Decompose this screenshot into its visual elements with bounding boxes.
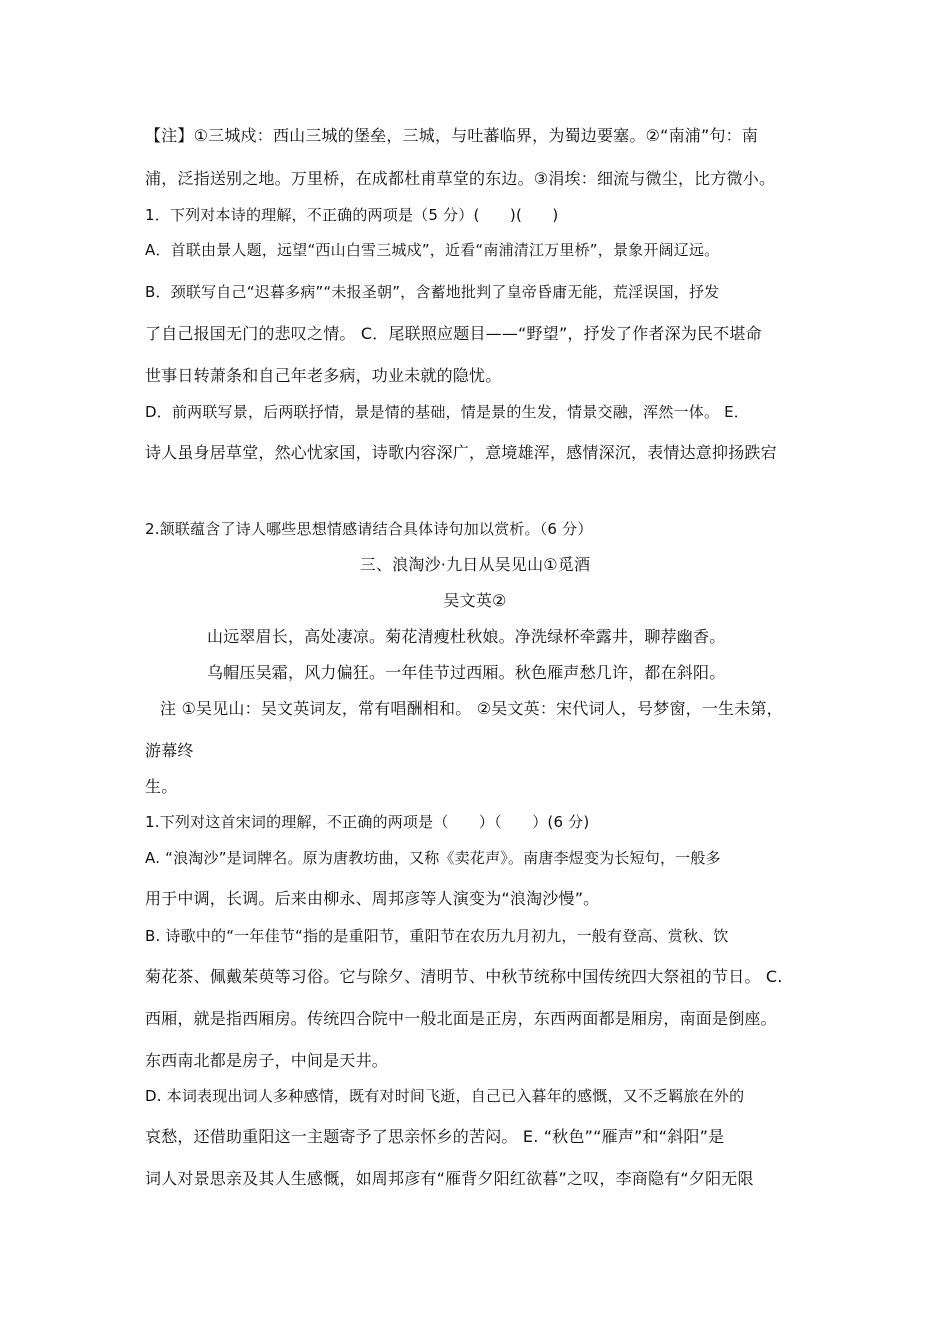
poem-note-line-3: 生。 [145, 777, 178, 796]
option-e: 诗人虽身居草堂，然心忧家国，诗歌内容深广，意境雄浑，感情深沉，表情达意抑扬跌宕 [145, 443, 777, 462]
poem-title: 三、浪淘沙·九日从吴见山①觅酒 [359, 555, 591, 574]
question-2: 2.颔联蕴含了诗人哪些思想情感请结合具体诗句加以赏析。（6 分） [145, 520, 593, 538]
option-b-2-line-2: 菊花茶、佩戴茱萸等习俗。它与除夕、清明节、中秋节统称中国传统四大祭祖的节日。 C. [145, 967, 783, 986]
option-b-line-2: 了自己报国无门的悲叹之情。 C．尾联照应题目——“野望”，抒发了作者深为民不堪命 [145, 324, 762, 343]
option-c-2-line-1: 西厢，就是指西厢房。传统四合院中一般北面是正房，东西两面都是厢房，南面是倒座。 [145, 1009, 777, 1028]
option-a-2-line-1: A. “浪淘沙”是词牌名。原为唐教坊曲，又称《卖花声》。南唐李煜变为长短句，一般多 [145, 849, 721, 867]
poem-line-1: 山远翠眉长，高处凄凉。菊花清瘦杜秋娘。净洗绿杯牵露井，聊荐幽香。 [207, 627, 726, 646]
question-1-stem: 1．下列对本诗的理解，不正确的两项是（5 分）( )( ) [145, 206, 559, 224]
option-c-line-2: 世事日转萧条和自己年老多病，功业未就的隐忧。 [145, 366, 502, 385]
option-b-2-line-1: B. 诗歌中的“一年佳节“指的是重阳节，重阳节在农历九月初九，一般有登高、赏秋、饮 [145, 927, 729, 945]
poem-note-line-1: 注 ①吴见山：吴文英词友，常有唱酬相和。 ②吴文英：宋代词人，号梦窗，一生未第， [160, 699, 783, 718]
option-d: D．前两联写景，后两联抒情，景是情的基础，情是景的生发，情景交融，浑然一体。 E． [145, 403, 749, 421]
option-a-2-line-2: 用于中调，长调。后来由柳永、周邦彦等人演变为“浪淘沙慢”。 [145, 889, 600, 908]
question-3-stem: 1.下列对这首宋词的理解，不正确的两项是（ ）（ ）(6 分) [145, 813, 590, 831]
option-a: A．首联由景人题，远望“西山白雪三城戍”，近看“南浦清江万里桥”，景象开阔辽远。 [145, 241, 720, 259]
option-e-2-line-1: 词人对景思亲及其人生感慨，如周邦彦有“雁背夕阳红欲暮”之叹，李商隐有“夕阳无限 [145, 1169, 754, 1188]
note-line-1: 【注】①三城戍：西山三城的堡垒，三城，与吐蕃临界，为蜀边要塞。②“南浦”句：南 [145, 126, 759, 145]
option-d-2-line-2: 哀愁，还借助重阳这一主题寄予了思亲怀乡的苦闷。 E. “秋色”“雁声”和“斜阳”是 [145, 1127, 725, 1146]
option-c-2-line-2: 东西南北都是房子，中间是天井。 [145, 1051, 389, 1070]
option-b-line-1: B．颈联写自己“迟暮多病”“未报圣朝”，含蓄地批判了皇帝昏庸无能，荒淫误国，抒发 [145, 283, 720, 301]
poem-note-line-2: 游幕终 [145, 741, 194, 760]
poem-line-2: 乌帽压吴霜，风力偏狂。一年佳节过西厢。秋色雁声愁几许，都在斜阳。 [207, 663, 726, 682]
option-d-2-line-1: D. 本词表现出词人多种感情，既有对时间飞逝，自己已入暮年的感慨，又不乏羁旅在外的 [145, 1087, 745, 1105]
poem-author: 吴文英② [443, 591, 507, 610]
note-line-2: 浦，泛指送别之地。万里桥，在成都杜甫草堂的东边。③涓埃：细流与微尘，比方微小。 [145, 169, 776, 188]
